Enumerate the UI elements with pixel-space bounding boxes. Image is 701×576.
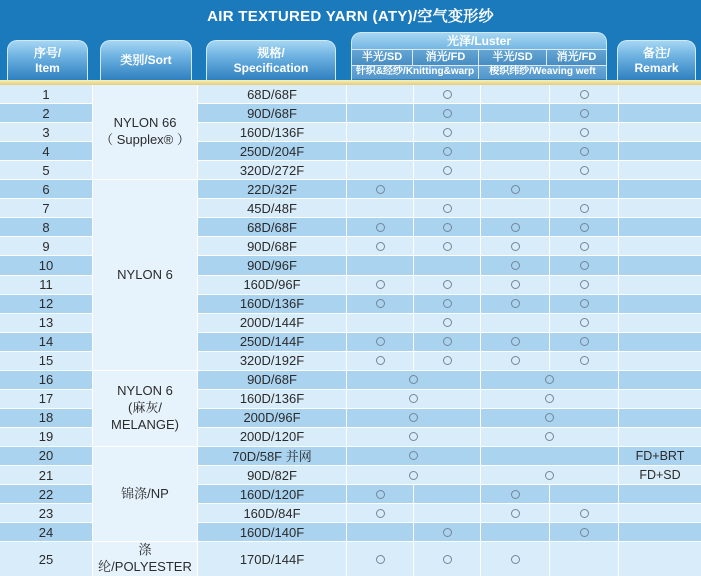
circle-mark-icon [409,413,418,422]
item-cell: 23 [0,504,92,522]
luster-cell [550,352,618,370]
luster-cell [347,542,413,576]
luster-cell [414,352,480,370]
luster-cell [550,237,618,255]
luster-cell [347,104,413,122]
luster-cell [481,428,618,446]
circle-mark-icon [376,299,385,308]
luster-cell [347,333,413,351]
remark-cell [619,218,701,236]
luster-cell [550,142,618,160]
spec-cell: 170D/144F [198,542,346,576]
luster-cell [347,352,413,370]
remark-cell [619,314,701,332]
remark-cell [619,542,701,576]
sort-group-cell: NYLON 66 （ Supplex® ） [93,85,197,179]
luster-cell [481,199,549,217]
luster-cell [347,199,413,217]
spec-cell: 68D/68F [198,218,346,236]
luster-cell [481,466,618,484]
item-cell: 9 [0,237,92,255]
luster-cell [481,218,549,236]
circle-mark-icon [511,280,520,289]
remark-cell: FD+BRT [619,447,701,465]
luster-cell [481,104,549,122]
circle-mark-icon [580,299,589,308]
luster-cell [414,180,480,198]
luster-cell [347,314,413,332]
luster-cell [550,104,618,122]
spec-cell: 320D/192F [198,352,346,370]
luster-subcolumns [352,49,606,65]
spec-cell: 90D/82F [198,466,346,484]
table-body [0,85,701,576]
circle-mark-icon [443,204,452,213]
luster-cell [414,542,480,576]
luster-cell [347,123,413,141]
item-cell: 3 [0,123,92,141]
luster-cell [550,256,618,274]
item-cell: 21 [0,466,92,484]
luster-cell [481,161,549,179]
circle-mark-icon [580,147,589,156]
remark-cell [619,237,701,255]
col-header-luster [351,32,607,80]
luster-cell [414,504,480,522]
remark-cell [619,256,701,274]
luster-cell [414,333,480,351]
luster-cell [347,371,480,389]
luster-cell [347,409,480,427]
item-cell: 24 [0,523,92,541]
luster-cell [481,237,549,255]
item-cell: 17 [0,390,92,408]
luster-cell [550,180,618,198]
circle-mark-icon [580,337,589,346]
spec-cell: 160D/136F [198,295,346,313]
circle-mark-icon [580,109,589,118]
circle-mark-icon [545,375,554,384]
spec-cell: 68D/68F [198,85,346,103]
circle-mark-icon [580,356,589,365]
remark-cell [619,333,701,351]
circle-mark-icon [580,128,589,137]
luster-cell [481,371,618,389]
spec-cell: 45D/48F [198,199,346,217]
luster-cell [414,104,480,122]
luster-cell [347,466,480,484]
luster-cell [481,523,549,541]
circle-mark-icon [511,299,520,308]
spec-cell: 250D/144F [198,333,346,351]
luster-cell [347,142,413,160]
item-cell: 4 [0,142,92,160]
luster-cell [347,447,480,465]
remark-cell [619,409,701,427]
circle-mark-icon [511,185,520,194]
circle-mark-icon [511,337,520,346]
luster-cell [414,199,480,217]
luster-cell [347,295,413,313]
circle-mark-icon [580,90,589,99]
luster-cell [347,485,413,503]
circle-mark-icon [443,147,452,156]
luster-cell [550,485,618,503]
luster-cell [414,161,480,179]
circle-mark-icon [376,185,385,194]
luster-cell [550,542,618,576]
col-header-sort: 类别/Sort [100,40,192,80]
remark-cell [619,104,701,122]
luster-cell [550,218,618,236]
col-header-item: 序号/ Item [7,40,88,80]
luster-cell [481,180,549,198]
luster-cell [414,523,480,541]
luster-cell [347,85,413,103]
circle-mark-icon [580,204,589,213]
item-cell: 18 [0,409,92,427]
luster-cell [347,390,480,408]
sort-group-cell: NYLON 6 [93,180,197,370]
luster-cell [481,295,549,313]
spec-cell: 160D/136F [198,390,346,408]
spec-cell: 90D/68F [198,371,346,389]
remark-cell [619,180,701,198]
remark-cell [619,523,701,541]
circle-mark-icon [376,337,385,346]
sort-group-cell: 涤纶/POLYESTER [93,542,197,576]
circle-mark-icon [443,318,452,327]
item-cell: 10 [0,256,92,274]
item-cell: 1 [0,85,92,103]
circle-mark-icon [376,356,385,365]
circle-mark-icon [376,490,385,499]
remark-cell [619,371,701,389]
sort-group-cell: 锦涤/NP [93,447,197,541]
circle-mark-icon [443,337,452,346]
luster-title: 光泽/Luster [446,33,511,48]
luster-cell [481,85,549,103]
circle-mark-icon [376,223,385,232]
circle-mark-icon [443,356,452,365]
luster-cell [550,504,618,522]
spec-cell: 320D/272F [198,161,346,179]
luster-cell [347,523,413,541]
circle-mark-icon [511,356,520,365]
spec-cell: 200D/96F [198,409,346,427]
circle-mark-icon [511,223,520,232]
luster-cell [481,447,618,465]
spec-cell: 90D/96F [198,256,346,274]
item-cell: 16 [0,371,92,389]
luster-cell [550,199,618,217]
luster-cell [550,161,618,179]
luster-cell [347,504,413,522]
remark-cell [619,123,701,141]
luster-cell [414,256,480,274]
spec-cell: 200D/144F [198,314,346,332]
luster-cell [481,142,549,160]
luster-cell [414,237,480,255]
item-cell: 25 [0,542,92,576]
circle-mark-icon [376,280,385,289]
luster-cell [347,218,413,236]
luster-cell [550,314,618,332]
remark-cell [619,199,701,217]
col-header-specification: 规格/ Specification [206,40,336,80]
circle-mark-icon [443,299,452,308]
table-header [0,30,701,80]
item-cell: 2 [0,104,92,122]
item-cell: 12 [0,295,92,313]
col-header-remark: 备注/ Remark [617,40,696,80]
luster-cell [481,390,618,408]
luster-cell [414,218,480,236]
item-cell: 22 [0,485,92,503]
item-cell: 11 [0,276,92,294]
remark-cell [619,428,701,446]
item-cell: 15 [0,352,92,370]
spec-cell: 90D/68F [198,237,346,255]
luster-cell [347,237,413,255]
spec-cell: 160D/84F [198,504,346,522]
circle-mark-icon [580,242,589,251]
circle-mark-icon [580,528,589,537]
remark-cell [619,390,701,408]
circle-mark-icon [409,375,418,384]
luster-usage-groups [352,65,606,79]
circle-mark-icon [580,223,589,232]
circle-mark-icon [511,261,520,270]
circle-mark-icon [511,555,520,564]
item-cell: 20 [0,447,92,465]
item-cell: 14 [0,333,92,351]
remark-cell [619,161,701,179]
col-header-fd-weave: 消光/FD [546,50,606,65]
circle-mark-icon [443,555,452,564]
luster-cell [481,256,549,274]
remark-cell [619,295,701,313]
luster-cell [414,314,480,332]
luster-cell [481,333,549,351]
circle-mark-icon [376,242,385,251]
col-header-sd-knit: 半光/SD [361,50,403,63]
item-cell: 8 [0,218,92,236]
circle-mark-icon [443,242,452,251]
spec-cell: 70D/58F 并网 [198,447,346,465]
luster-cell [414,485,480,503]
circle-mark-icon [409,394,418,403]
luster-cell [481,276,549,294]
luster-cell [550,85,618,103]
circle-mark-icon [443,90,452,99]
luster-cell [414,123,480,141]
circle-mark-icon [409,451,418,460]
circle-mark-icon [545,471,554,480]
luster-cell [347,256,413,274]
circle-mark-icon [409,432,418,441]
remark-cell [619,485,701,503]
luster-cell [347,276,413,294]
circle-mark-icon [511,490,520,499]
circle-mark-icon [511,242,520,251]
circle-mark-icon [580,261,589,270]
luster-cell [414,85,480,103]
circle-mark-icon [443,280,452,289]
item-cell: 7 [0,199,92,217]
luster-cell [347,428,480,446]
circle-mark-icon [443,223,452,232]
luster-cell [550,295,618,313]
item-cell: 6 [0,180,92,198]
circle-mark-icon [580,280,589,289]
spec-cell: 200D/120F [198,428,346,446]
luster-cell [414,295,480,313]
luster-cell [481,123,549,141]
remark-cell [619,142,701,160]
page-title: AIR TEXTURED YARN (ATY)/空气变形纱 [207,7,494,25]
circle-mark-icon [511,509,520,518]
circle-mark-icon [580,318,589,327]
luster-cell [481,485,549,503]
spec-cell: 22D/32F [198,180,346,198]
luster-cell [481,542,549,576]
circle-mark-icon [443,528,452,537]
circle-mark-icon [443,109,452,118]
circle-mark-icon [545,413,554,422]
spec-cell: 250D/204F [198,142,346,160]
circle-mark-icon [580,509,589,518]
circle-mark-icon [409,471,418,480]
item-cell: 5 [0,161,92,179]
circle-mark-icon [376,555,385,564]
col-group-knitting-warp: 针织&经纱/Knitting&warp [355,66,475,78]
luster-cell [481,352,549,370]
luster-cell [550,276,618,294]
spec-cell: 160D/136F [198,123,346,141]
title-bar [0,0,701,30]
sort-group-cell: NYLON 6 (麻灰/ MELANGE) [93,371,197,446]
luster-cell [550,123,618,141]
remark-cell [619,352,701,370]
circle-mark-icon [545,432,554,441]
luster-cell [481,504,549,522]
spec-cell: 160D/120F [198,485,346,503]
spec-cell: 160D/96F [198,276,346,294]
remark-cell [619,85,701,103]
luster-cell [414,142,480,160]
col-header-fd-knit: 消光/FD [412,50,478,65]
spec-cell: 160D/140F [198,523,346,541]
circle-mark-icon [443,166,452,175]
col-header-sd-weave: 半光/SD [478,50,546,65]
remark-cell [619,504,701,522]
luster-cell [481,314,549,332]
luster-cell [347,180,413,198]
circle-mark-icon [545,394,554,403]
circle-mark-icon [580,166,589,175]
circle-mark-icon [376,509,385,518]
luster-cell [414,276,480,294]
item-cell: 19 [0,428,92,446]
luster-cell [550,523,618,541]
col-group-weaving-weft: 梭织纬纱/Weaving weft [478,66,606,79]
luster-cell [481,409,618,427]
luster-cell [550,333,618,351]
remark-cell: FD+SD [619,466,701,484]
circle-mark-icon [443,128,452,137]
item-cell: 13 [0,314,92,332]
luster-cell [347,161,413,179]
spec-cell: 90D/68F [198,104,346,122]
remark-cell [619,276,701,294]
